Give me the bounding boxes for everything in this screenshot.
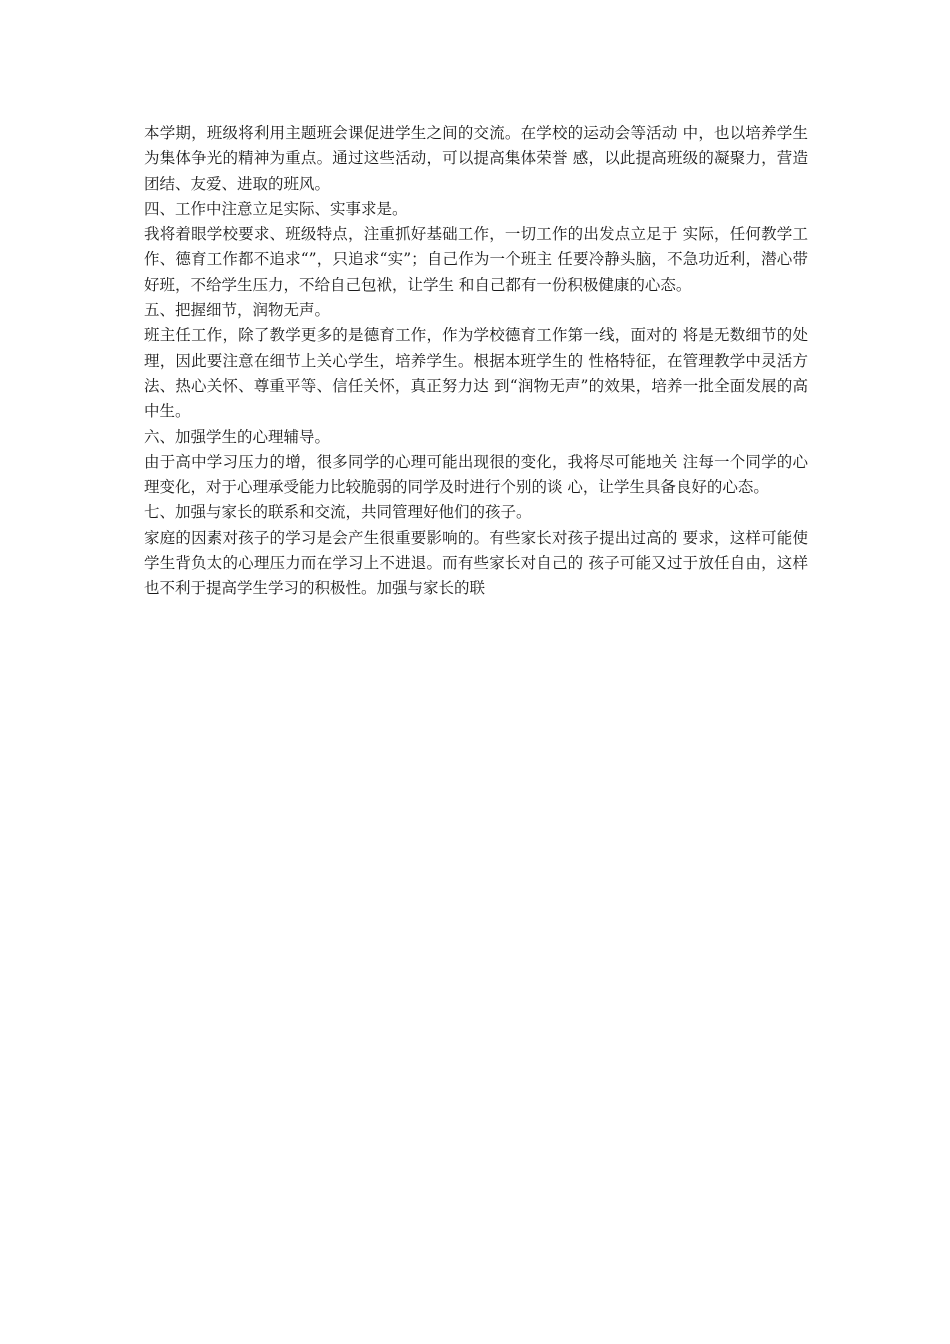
paragraph-psychological-counseling: 由于高中学习压力的增，很多同学的心理可能出现很的变化，我将尽可能地关 注每一个同学的心理变化，对于心理承受能力比较脆弱的同学及时进行个别的谈 心，让学生具备良好的心态。 <box>144 452 808 497</box>
section-heading-7: 七、加强与家长的联系和交流，共同管理好他们的孩子。 <box>144 503 532 522</box>
section-heading-6: 六、加强学生的心理辅导。 <box>144 427 331 446</box>
paragraph-parent-contact: 家庭的因素对孩子的学习是会产生很重要影响的。有些家长对孩子提出过高的 要求，这样可能使学生背负太的心理压力而在学习上不进退。而有些家长对自己的 孩子可能又过于放任自由，这样也不利于提高学生学习的积极性。加强与家长的联 <box>144 528 808 598</box>
section-heading-5: 五、把握细节，润物无声。 <box>144 301 331 320</box>
paragraph-practical-work: 我将着眼学校要求、班级特点，注重抓好基础工作，一切工作的出发点立足于 实际，任何教学工作、德育工作都不追求“”，只追求“实”；自己作为一个班主 任要冷静头脑，不急功近利，潜心带好班，不给学生压力，不给自己包袱，让学生 和自己都有一份积极健康的心态。 <box>144 225 808 294</box>
document-page <box>144 121 808 602</box>
paragraph-details: 班主任工作，除了教学更多的是德育工作，作为学校德育工作第一线，面对的 将是无数细节的处理，因此要注意在细节上关心学生，培养学生。根据本班学生的 性格特征，在管理教学中灵活方法、热心关怀、尊重平等、信任关怀，真正努力达 到“润物无声”的效果，培养一批全面发展的高中生。 <box>144 326 808 421</box>
paragraph-class-activities: 本学期，班级将利用主题班会课促进学生之间的交流。在学校的运动会等活动 中，也以培养学生为集体争光的精神为重点。通过这些活动，可以提高集体荣誉 感，以此提高班级的凝聚力，营造团结、友爱、进取的班风。 <box>144 124 808 193</box>
section-heading-4: 四、工作中注意立足实际、实事求是。 <box>144 199 408 218</box>
